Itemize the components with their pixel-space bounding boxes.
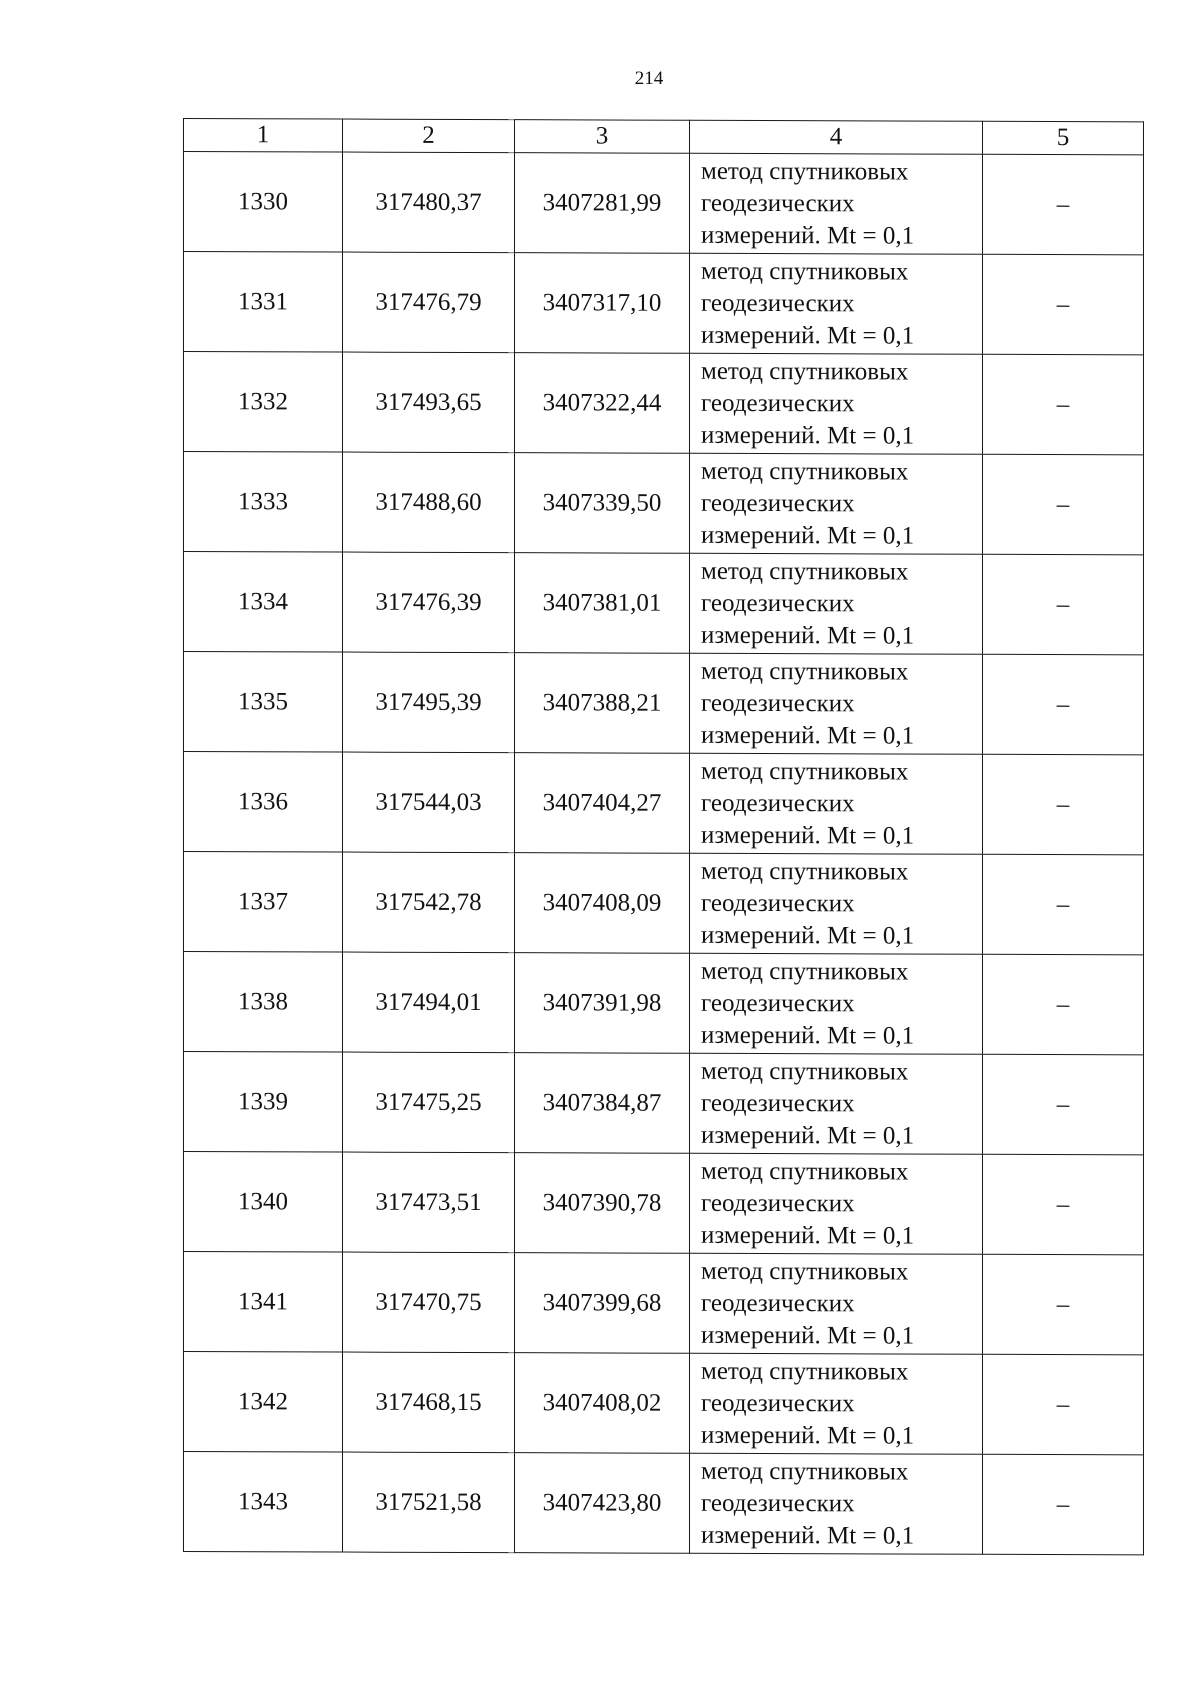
method-text-line: геодезических bbox=[701, 989, 855, 1017]
point-number-cell: 1333 bbox=[184, 452, 343, 553]
y-coordinate-cell: 3407408,02 bbox=[515, 1353, 690, 1454]
method-cell bbox=[690, 753, 983, 854]
y-coordinate-cell: 3407391,98 bbox=[515, 953, 690, 1054]
table-row bbox=[184, 652, 1144, 755]
note-cell: – bbox=[983, 1154, 1144, 1255]
table-row bbox=[184, 752, 1144, 855]
y-coordinate-cell: 3407399,68 bbox=[515, 1253, 690, 1354]
method-text-line: геодезических bbox=[701, 189, 855, 217]
table-row bbox=[184, 1352, 1144, 1455]
column-header-5: 5 bbox=[983, 121, 1144, 155]
note-cell: – bbox=[983, 754, 1144, 855]
note-cell: – bbox=[983, 154, 1144, 255]
x-coordinate-cell: 317493,65 bbox=[343, 352, 515, 453]
x-coordinate-cell: 317480,37 bbox=[343, 152, 515, 253]
x-coordinate-cell: 317495,39 bbox=[343, 652, 515, 753]
method-text-line: метод спутниковых bbox=[701, 1357, 909, 1386]
point-number-cell: 1342 bbox=[184, 1352, 343, 1453]
method-text-line: измерений. Mt = 0,1 bbox=[701, 1021, 915, 1050]
point-number-cell: 1337 bbox=[184, 852, 343, 953]
x-coordinate-cell: 317475,25 bbox=[343, 1052, 515, 1153]
y-coordinate-cell: 3407381,01 bbox=[515, 553, 690, 654]
note-cell: – bbox=[983, 954, 1144, 1055]
point-number-cell: 1334 bbox=[184, 552, 343, 653]
method-text-line: геодезических bbox=[701, 389, 855, 417]
method-cell bbox=[690, 653, 983, 754]
method-text-line: измерений. Mt = 0,1 bbox=[701, 621, 915, 650]
x-coordinate-cell: 317488,60 bbox=[343, 452, 515, 553]
note-cell: – bbox=[983, 454, 1144, 555]
method-text-line: метод спутниковых bbox=[701, 957, 909, 986]
note-cell: – bbox=[983, 1054, 1144, 1155]
method-text-line: геодезических bbox=[701, 1389, 855, 1417]
method-cell bbox=[690, 1353, 983, 1454]
method-text-line: измерений. Mt = 0,1 bbox=[701, 721, 915, 750]
column-header-4: 4 bbox=[690, 120, 983, 154]
table-row bbox=[184, 552, 1144, 655]
page-number: 214 bbox=[634, 68, 664, 89]
point-number-cell: 1339 bbox=[184, 1052, 343, 1153]
method-text-line: измерений. Mt = 0,1 bbox=[701, 1521, 915, 1550]
method-cell bbox=[690, 853, 983, 954]
y-coordinate-cell: 3407384,87 bbox=[515, 1053, 690, 1154]
point-number-cell: 1336 bbox=[184, 752, 343, 853]
method-text-line: метод спутниковых bbox=[701, 857, 909, 886]
point-number-cell: 1343 bbox=[184, 1452, 343, 1553]
table-row bbox=[184, 952, 1144, 1055]
x-coordinate-cell: 317476,39 bbox=[343, 552, 515, 653]
method-text-line: метод спутниковых bbox=[701, 457, 909, 486]
y-coordinate-cell: 3407317,10 bbox=[515, 253, 690, 354]
table-row bbox=[184, 352, 1144, 455]
method-text-line: геодезических bbox=[701, 689, 855, 717]
method-text-line: метод спутниковых bbox=[701, 1257, 909, 1286]
x-coordinate-cell: 317542,78 bbox=[343, 852, 515, 953]
table-row bbox=[184, 1252, 1144, 1355]
table-row bbox=[184, 252, 1144, 355]
method-text-line: измерений. Mt = 0,1 bbox=[701, 321, 915, 350]
method-text-line: геодезических bbox=[701, 889, 855, 917]
method-cell bbox=[690, 953, 983, 1054]
table-row bbox=[184, 452, 1144, 555]
coordinates-table-container bbox=[183, 118, 1143, 1555]
point-number-cell: 1335 bbox=[184, 652, 343, 753]
x-coordinate-cell: 317476,79 bbox=[343, 252, 515, 353]
y-coordinate-cell: 3407390,78 bbox=[515, 1153, 690, 1254]
column-header-1: 1 bbox=[184, 119, 343, 153]
method-cell bbox=[690, 153, 983, 254]
method-text-line: измерений. Mt = 0,1 bbox=[701, 421, 915, 450]
y-coordinate-cell: 3407423,80 bbox=[515, 1453, 690, 1554]
column-header-3: 3 bbox=[515, 120, 690, 154]
method-text-line: измерений. Mt = 0,1 bbox=[701, 821, 915, 850]
method-text-line: геодезических bbox=[701, 1189, 855, 1217]
method-text-line: метод спутниковых bbox=[701, 1457, 909, 1486]
method-text-line: измерений. Mt = 0,1 bbox=[701, 1121, 915, 1150]
method-text-line: геодезических bbox=[701, 289, 855, 317]
method-text-line: геодезических bbox=[701, 489, 855, 517]
x-coordinate-cell: 317521,58 bbox=[343, 1452, 515, 1553]
y-coordinate-cell: 3407339,50 bbox=[515, 453, 690, 554]
note-cell: – bbox=[983, 1454, 1144, 1555]
method-text-line: геодезических bbox=[701, 1489, 855, 1517]
method-text-line: измерений. Mt = 0,1 bbox=[701, 1221, 915, 1250]
method-cell bbox=[690, 1053, 983, 1154]
x-coordinate-cell: 317468,15 bbox=[343, 1352, 515, 1453]
y-coordinate-cell: 3407281,99 bbox=[515, 153, 690, 254]
y-coordinate-cell: 3407408,09 bbox=[515, 853, 690, 954]
note-cell: – bbox=[983, 1254, 1144, 1355]
x-coordinate-cell: 317494,01 bbox=[343, 952, 515, 1053]
point-number-cell: 1331 bbox=[184, 252, 343, 353]
y-coordinate-cell: 3407388,21 bbox=[515, 653, 690, 754]
method-cell bbox=[690, 1253, 983, 1354]
x-coordinate-cell: 317544,03 bbox=[343, 752, 515, 853]
method-text-line: геодезических bbox=[701, 589, 855, 617]
method-cell bbox=[690, 253, 983, 354]
method-text-line: метод спутниковых bbox=[701, 657, 909, 686]
method-text-line: измерений. Mt = 0,1 bbox=[701, 1321, 915, 1350]
method-cell bbox=[690, 453, 983, 554]
point-number-cell: 1332 bbox=[184, 352, 343, 453]
method-text-line: измерений. Mt = 0,1 bbox=[701, 921, 915, 950]
method-text-line: измерений. Mt = 0,1 bbox=[701, 1421, 915, 1450]
note-cell: – bbox=[983, 254, 1144, 355]
table-row bbox=[184, 852, 1144, 955]
method-text-line: измерений. Mt = 0,1 bbox=[701, 521, 915, 550]
table-row bbox=[184, 152, 1144, 255]
method-cell bbox=[690, 553, 983, 654]
method-text-line: метод спутниковых bbox=[701, 757, 909, 786]
method-text-line: метод спутниковых bbox=[701, 357, 909, 386]
method-text-line: метод спутниковых bbox=[701, 257, 909, 286]
point-number-cell: 1330 bbox=[184, 152, 343, 253]
method-text-line: метод спутниковых bbox=[701, 157, 909, 186]
table-row bbox=[184, 1452, 1144, 1555]
method-cell bbox=[690, 1453, 983, 1554]
header-row bbox=[184, 119, 1144, 155]
table-header bbox=[184, 119, 1144, 155]
note-cell: – bbox=[983, 854, 1144, 955]
note-cell: – bbox=[983, 554, 1144, 655]
method-text-line: геодезических bbox=[701, 1089, 855, 1117]
x-coordinate-cell: 317473,51 bbox=[343, 1152, 515, 1253]
coordinates-table bbox=[183, 118, 1144, 1555]
y-coordinate-cell: 3407404,27 bbox=[515, 753, 690, 854]
point-number-cell: 1341 bbox=[184, 1252, 343, 1353]
table-row bbox=[184, 1052, 1144, 1155]
table-body bbox=[184, 152, 1144, 1555]
method-cell bbox=[690, 1153, 983, 1254]
table-row bbox=[184, 1152, 1144, 1255]
y-coordinate-cell: 3407322,44 bbox=[515, 353, 690, 454]
method-text-line: геодезических bbox=[701, 1289, 855, 1317]
method-text-line: метод спутниковых bbox=[701, 1157, 909, 1186]
method-text-line: измерений. Mt = 0,1 bbox=[701, 221, 915, 250]
x-coordinate-cell: 317470,75 bbox=[343, 1252, 515, 1353]
point-number-cell: 1340 bbox=[184, 1152, 343, 1253]
column-header-2: 2 bbox=[343, 119, 515, 153]
method-text-line: метод спутниковых bbox=[701, 1057, 909, 1086]
point-number-cell: 1338 bbox=[184, 952, 343, 1053]
method-cell bbox=[690, 353, 983, 454]
method-text-line: геодезических bbox=[701, 789, 855, 817]
method-text-line: метод спутниковых bbox=[701, 557, 909, 586]
note-cell: – bbox=[983, 1354, 1144, 1455]
note-cell: – bbox=[983, 354, 1144, 455]
note-cell: – bbox=[983, 654, 1144, 755]
